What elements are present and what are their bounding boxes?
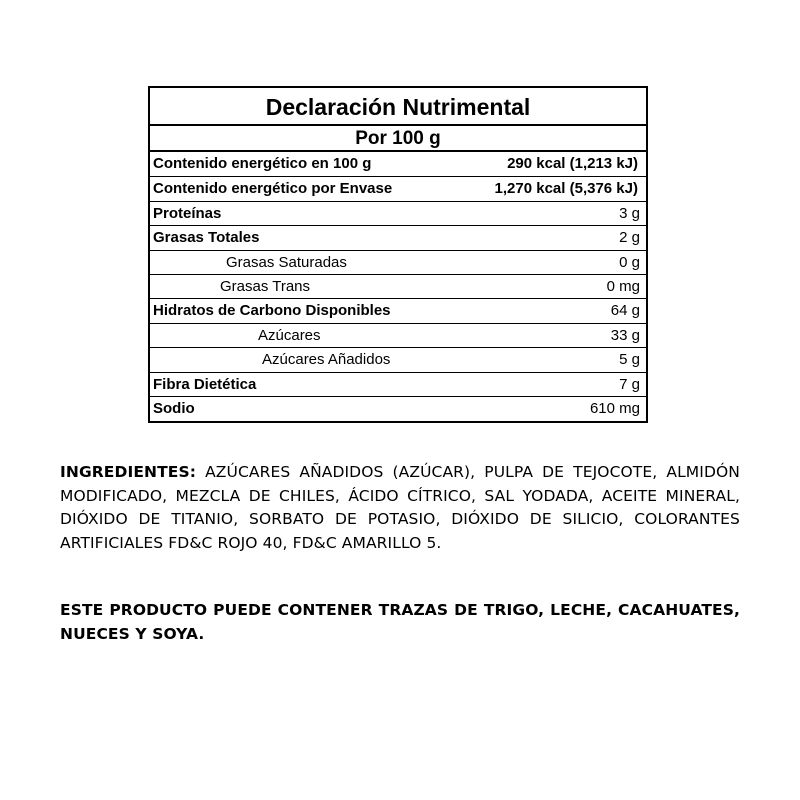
nutrition-row-label: Contenido energético por Envase [153, 180, 393, 198]
nutrition-row-added-sugars [150, 347, 646, 371]
nutrition-row-label: Grasas Trans [220, 277, 311, 295]
nutrition-row-fiber [150, 372, 646, 396]
nutrition-row-protein [150, 201, 646, 225]
nutrition-row-sodium [150, 396, 646, 420]
nutrition-row-label: Contenido energético en 100 g [153, 155, 372, 172]
nutrition-row-value: 610 mg [589, 399, 640, 417]
ingredients-paragraph [60, 461, 740, 555]
nutrition-row-saturated-fat [150, 250, 646, 274]
nutrition-row-value: 3 g [619, 204, 640, 222]
nutrition-row-value: 1,270 kcal (5,376 kJ) [494, 180, 638, 198]
nutrition-row-label: Hidratos de Carbono Disponibles [153, 302, 391, 320]
nutrition-row-energy-package [150, 176, 646, 200]
nutrition-row-value: 2 g [619, 229, 640, 247]
nutrition-row-energy-100g [150, 152, 646, 176]
ingredients-list: AZÚCARES AÑADIDOS (AZÚCAR), PULPA DE TEJOCOTE, ALMIDÓN MODIFICADO, MEZCLA DE CHILES, ÁCIDO CÍTRICO, SAL YODADA, ACEITE MINERAL, DIÓXIDO DE TITANIO, SORBATO DE POTASIO, DIÓXIDO DE SILICIO, COLORANTES ARTIFICIALES FD&C ROJO 40, FD&C AMARILLO 5. [60, 463, 740, 552]
nutrition-row-value: 0 mg [606, 277, 640, 295]
nutrition-row-label: Grasas Saturadas [226, 253, 347, 271]
nutrition-row-value: 33 g [610, 326, 640, 344]
nutrition-row-trans-fat [150, 274, 646, 298]
nutrition-row-value: 290 kcal (1,213 kJ) [507, 155, 638, 172]
allergen-statement: ESTE PRODUCTO PUEDE CONTENER TRAZAS DE TRIGO, LECHE, CACAHUATES, NUECES Y SOYA. [60, 601, 740, 643]
nutrition-row-label: Fibra Dietética [153, 375, 257, 393]
nutrition-row-label: Grasas Totales [153, 229, 260, 247]
nutrition-row-label: Sodio [153, 399, 195, 417]
nutrition-panel-subtitle: Por 100 g [150, 126, 646, 152]
nutrition-row-carbohydrates [150, 298, 646, 322]
nutrition-row-label: Azúcares [258, 326, 321, 344]
nutrition-row-label: Proteínas [153, 204, 222, 222]
nutrition-row-sugars [150, 323, 646, 347]
nutrition-panel-title: Declaración Nutrimental [150, 88, 646, 126]
nutrition-row-total-fat [150, 225, 646, 249]
nutrition-row-value: 5 g [619, 351, 640, 369]
nutrition-row-value: 64 g [610, 302, 640, 320]
ingredients-heading: INGREDIENTES: [60, 463, 197, 481]
nutrition-row-label: Azúcares Añadidos [262, 351, 391, 369]
nutrition-row-value: 0 g [619, 253, 640, 271]
nutrition-row-value: 7 g [619, 375, 640, 393]
nutrition-facts-panel [148, 86, 648, 423]
